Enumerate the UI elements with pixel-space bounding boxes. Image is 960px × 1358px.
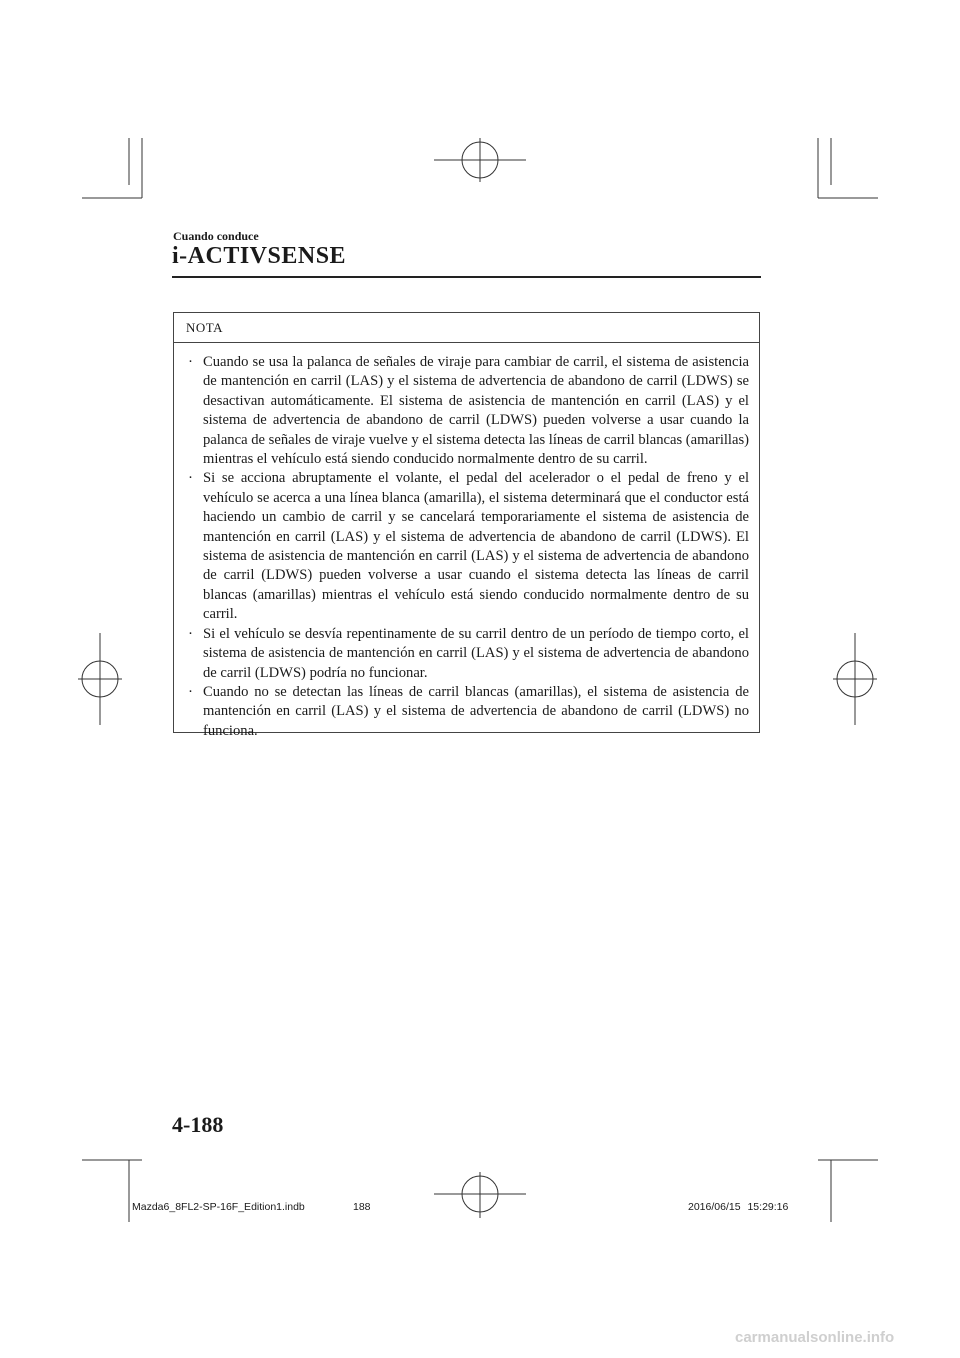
note-heading: NOTA [174,313,759,343]
note-item: · Cuando no se detectan las líneas de carril blancas (amarillas), el sistema de asistencia de mantención en carril (LAS) y el sistema de advertencia de abandono de carril (LDWS) no funciona. [188,683,749,741]
page-number: 4-188 [172,1112,224,1137]
note-box [173,312,760,739]
footer-page-number: 188 [353,1201,371,1213]
watermark: carmanualsonline.info [735,1329,895,1346]
page-title: i-ACTIVSENSE [172,243,347,269]
footer-datetime: 2016/06/15 15:29:16 [688,1201,789,1213]
footer-file-name: Mazda6_8FL2-SP-16F_Edition1.indb [132,1201,305,1213]
title-rule [172,276,761,278]
note-list [174,343,759,741]
note-item: · Cuando se usa la palanca de señales de viraje para cambiar de carril, el sistema de asistencia de mantención en carril (LAS) y el sistema de advertencia de abandono de carril (LDWS) se desactivan automáticamente. El sistema de asistencia de mantención en carril (LAS) y el sistema de advertencia de abandono de carril (LDWS) pueden volverse a usar cuando la palanca de señales de viraje vuelve y el sistema detecta las líneas de carril blancas (amarillas) mientras el vehículo está siendo conducido normalmente dentro de su carril. [188,353,749,469]
note-item: · Si se acciona abruptamente el volante, el pedal del acelerador o el pedal de freno y el vehículo se acerca a una línea blanca (amarilla), el sistema determinará que el conductor está haciendo un cambio de carril y se cancelará temporariamente el sistema de asistencia de mantención en carril (LAS) y el sistema de advertencia de abandono de carril (LDWS). El sistema de asistencia de mantención en carril (LAS) y el sistema de advertencia de abandono de carril (LDWS) pueden volverse a usar cuando el sistema detecta las líneas de carril blancas (amarillas) mientras el vehículo está siendo conducido normalmente dentro de su carril. [188,469,749,624]
section-label: Cuando conduce [173,229,259,243]
note-item: · Si el vehículo se desvía repentinamente de su carril dentro de un período de tiempo corto, el sistema de asistencia de mantención en carril (LAS) y el sistema de advertencia de abandono de carril (LDWS) podría no funcionar. [188,625,749,683]
